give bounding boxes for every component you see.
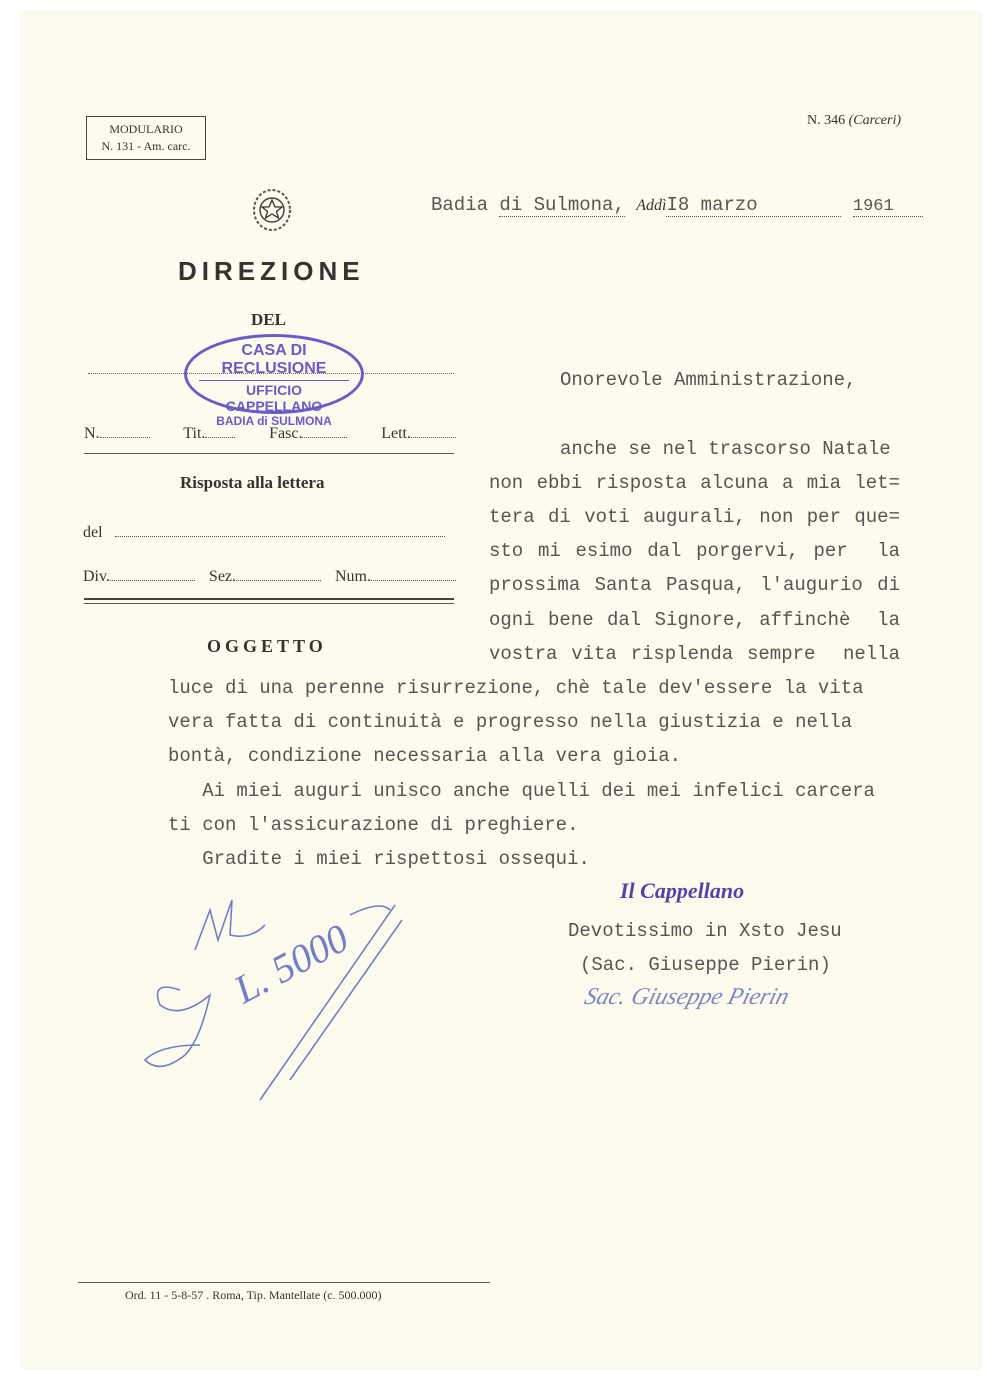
- stamp-line1: CASA DI RECLUSIONE: [221, 342, 327, 377]
- div-field: [83, 568, 195, 586]
- body-line: luce di una perenne risurrezione, chè tale dev'essere la vita: [168, 677, 864, 699]
- lett-field: [381, 425, 456, 443]
- div-sez-num-fields: [83, 568, 456, 586]
- body-line: ogni bene dal Signore, affinchè la: [489, 609, 900, 631]
- print-info: Ord. 11 - 5-8-57 . Roma, Tip. Mantellate (c. 500.000): [125, 1288, 382, 1302]
- n-label: N.: [84, 425, 100, 442]
- modulario-label: MODULARIO: [109, 122, 183, 136]
- stamp-line3: BADIA di SULMONA: [216, 413, 332, 428]
- annotation-scribble: [140, 880, 410, 1130]
- oggetto-label: OGGETTO: [207, 636, 327, 656]
- double-rule-bottom: [84, 603, 454, 604]
- body-line: vera fatta di continuità e progresso nella giustizia e nella: [168, 711, 853, 733]
- tit-label: Tit.: [183, 425, 206, 442]
- handwritten-annotation: [140, 880, 410, 1135]
- stamp-line2: UFFICIO CAPPELLANO: [199, 380, 349, 414]
- tit-field: [183, 425, 235, 443]
- date: I8 marzo: [666, 194, 841, 217]
- body-line: bontà, condizione necessaria alla vera gioia.: [168, 745, 682, 767]
- fasc-label: Fasc.: [269, 425, 303, 442]
- direzione-title: DIREZIONE: [178, 256, 365, 286]
- protocol-fields: [84, 425, 456, 443]
- body-line: ti con l'assicurazione di preghiere.: [168, 814, 579, 836]
- risposta-label: Risposta alla lettera: [180, 473, 325, 492]
- n-field: [84, 425, 150, 443]
- footer-rule: [78, 1282, 490, 1283]
- form-number-note: (Carceri): [848, 113, 901, 128]
- handwritten-signature: Sac. Giuseppe Pierin: [581, 984, 792, 1010]
- del-field: [83, 524, 445, 542]
- modulario-box: [86, 116, 206, 160]
- body-line: sto mi esimo dal porgervi, per la: [489, 540, 900, 562]
- form-number-value: N. 346: [807, 113, 846, 128]
- del-field-label: del: [83, 524, 103, 541]
- signer-name: (Sac. Giuseppe Pierin): [580, 954, 831, 976]
- place: di Sulmona,: [499, 194, 625, 216]
- num-field: [335, 568, 456, 586]
- body-line: non ebbi risposta alcuna a mia let=: [489, 472, 900, 494]
- annotation-text: L. 5000: [226, 914, 356, 1013]
- sez-label: Sez.: [208, 568, 237, 585]
- body-line: Gradite i miei rispettosi ossequi.: [168, 848, 590, 870]
- num-label: Num.: [334, 568, 371, 585]
- body-line: tera di voti augurali, non per que=: [489, 506, 900, 528]
- double-rule-top: [84, 598, 454, 600]
- divider: [84, 453, 454, 454]
- cappellano-stamp: Il Cappellano: [620, 878, 745, 903]
- addi-label: Addì: [636, 197, 667, 214]
- emblem-icon: [250, 186, 294, 241]
- modulario-number: N. 131 - Am. carc.: [101, 139, 191, 153]
- del-label: DEL: [251, 310, 286, 329]
- ufficio-cappellano-stamp: [184, 334, 364, 428]
- lett-label: Lett.: [381, 425, 411, 442]
- body-line: anche se nel trascorso Natale: [560, 438, 891, 460]
- form-number: [807, 113, 901, 129]
- place-prefix: Badia: [431, 194, 489, 216]
- sez-field: [209, 568, 321, 586]
- year: 1961: [853, 197, 923, 217]
- div-label: Div.: [83, 568, 110, 585]
- fasc-field: [269, 425, 347, 443]
- body-line: vostra vita risplenda sempre nella: [489, 643, 900, 665]
- body-line: Ai miei auguri unisco anche quelli dei mei infelici carcera: [168, 780, 875, 802]
- place-date-line: [431, 194, 923, 217]
- salutation: Onorevole Amministrazione,: [560, 369, 857, 391]
- closing: Devotissimo in Xsto Jesu: [568, 920, 842, 942]
- body-line: prossima Santa Pasqua, l'augurio di: [489, 574, 900, 596]
